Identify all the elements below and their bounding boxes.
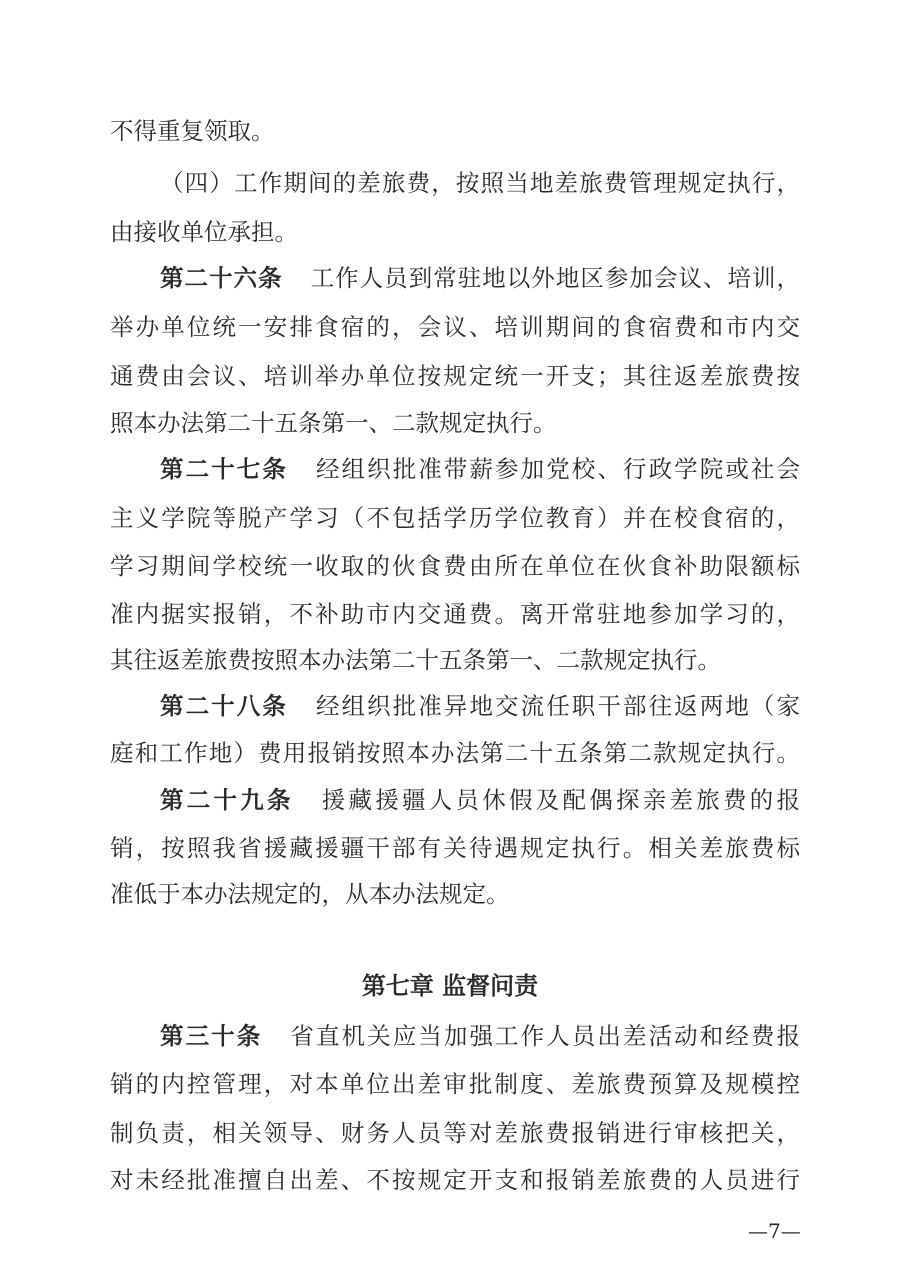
- text-line: 经组织批准带薪参加党校、行政学院或社会: [315, 455, 800, 483]
- text-line: 销的内控管理，对本单位出差审批制度、差旅费预算及规模控: [110, 1070, 800, 1098]
- article-heading: 第二十八条: [160, 692, 288, 720]
- text-line: 庭和工作地）费用报销按照本办法第二十五条第二款规定执行。: [110, 739, 800, 767]
- article-heading: 第二十七条: [160, 455, 288, 483]
- article-heading: 第二十六条: [160, 264, 283, 292]
- text-line: 制负责，相关领导、财务人员等对差旅费报销进行审核把关，: [110, 1119, 800, 1147]
- article-heading: 第三十条: [160, 1022, 263, 1050]
- text-line: 省直机关应当加强工作人员出差活动和经费报: [290, 1022, 800, 1050]
- text-line: 经组织批准异地交流任职干部往返两地（家: [315, 692, 800, 720]
- chapter-title: 第七章 监督问责: [361, 971, 539, 1000]
- text-line: 销，按照我省援藏援疆干部有关待遇规定执行。相关差旅费标: [110, 834, 800, 862]
- article-30-line: [160, 1016, 800, 1056]
- article-29-line: [160, 780, 800, 820]
- article-28-line: [160, 686, 800, 726]
- text-line: 举办单位统一安排食宿的，会议、培训期间的食宿费和市内交: [110, 313, 800, 341]
- text-line: 准内据实报销，不补助市内交通费。离开常驻地参加学习的，: [110, 600, 800, 628]
- text-line: 不得重复领取。: [110, 117, 275, 145]
- text-line: 准低于本办法规定的，从本办法规定。: [110, 880, 510, 908]
- text-line: 由接收单位承担。: [110, 218, 298, 246]
- text-line: 其往返差旅费按照本办法第二十五条第一、二款规定执行。: [110, 646, 721, 674]
- page-number: —7—: [748, 1219, 801, 1243]
- article-heading: 第二十九条: [160, 786, 294, 814]
- text-line: 工作人员到常驻地以外地区参加会议、培训，: [310, 264, 800, 292]
- text-line: 照本办法第二十五条第一、二款规定执行。: [110, 409, 557, 437]
- text-line: 通费由会议、培训举办单位按规定统一开支；其往返差旅费按: [110, 362, 800, 390]
- text-line: 主义学院等脱产学习（不包括学历学位教育）并在校食宿的，: [110, 504, 800, 532]
- text-line: 援藏援疆人员休假及配偶探亲差旅费的报: [321, 786, 800, 814]
- text-line: 学习期间学校统一收取的伙食费由所在单位在伙食补助限额标: [110, 552, 800, 580]
- text-line: 对未经批准擅自出差、不按规定开支和报销差旅费的人员进行: [110, 1166, 800, 1194]
- article-27-line: [160, 449, 800, 489]
- text-line: （四）工作期间的差旅费，按照当地差旅费管理规定执行，: [160, 169, 800, 197]
- article-26-line: [160, 258, 800, 298]
